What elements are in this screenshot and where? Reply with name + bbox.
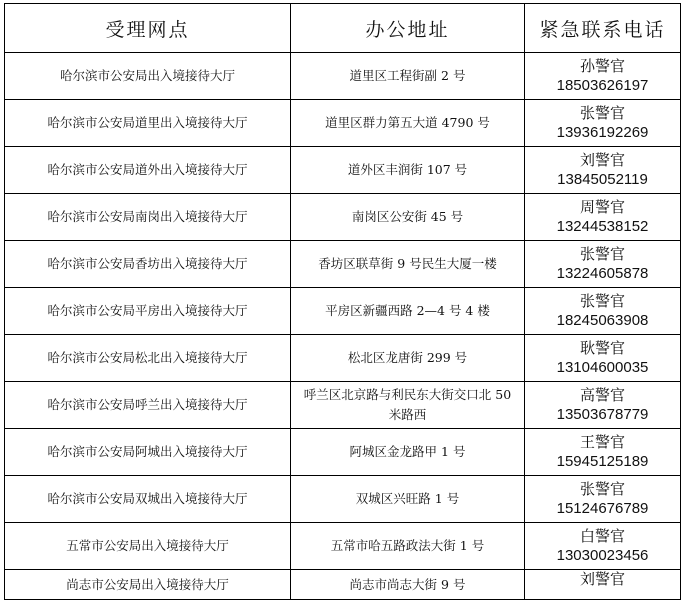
phone-number: 13030023456	[556, 547, 649, 564]
table-row	[5, 288, 681, 335]
address-cell: 松北区龙唐街 299 号	[291, 335, 525, 382]
phone-number: 13503678779	[556, 406, 649, 423]
contact-cell	[525, 147, 681, 194]
officer-name: 白警官	[579, 527, 625, 545]
phone-number: 15124676789	[556, 500, 649, 517]
officer-name: 高警官	[579, 386, 625, 404]
table-row	[5, 429, 681, 476]
table-row	[5, 100, 681, 147]
contact-cell	[525, 476, 681, 523]
officer-name: 张警官	[579, 292, 625, 310]
phone-number: 13104600035	[556, 359, 649, 376]
office-cell: 哈尔滨市公安局阿城出入境接待大厅	[5, 429, 291, 476]
phone-number: 18245063908	[556, 312, 649, 329]
officer-name: 周警官	[579, 198, 625, 216]
table-row	[5, 241, 681, 288]
table-row	[5, 476, 681, 523]
office-cell: 哈尔滨市公安局平房出入境接待大厅	[5, 288, 291, 335]
table-row	[5, 194, 681, 241]
contact-cell	[525, 288, 681, 335]
officer-name: 张警官	[579, 104, 625, 122]
office-cell: 哈尔滨市公安局松北出入境接待大厅	[5, 335, 291, 382]
address-cell: 道里区群力第五大道 4790 号	[291, 100, 525, 147]
contact-cell	[525, 53, 681, 100]
contact-cell	[525, 241, 681, 288]
office-cell: 哈尔滨市公安局道外出入境接待大厅	[5, 147, 291, 194]
officer-name: 耿警官	[579, 339, 625, 357]
office-cell: 尚志市公安局出入境接待大厅	[5, 570, 291, 600]
office-cell: 哈尔滨市公安局南岗出入境接待大厅	[5, 194, 291, 241]
contact-cell	[525, 194, 681, 241]
address-cell: 五常市哈五路政法大街 1 号	[291, 523, 525, 570]
table-row	[5, 147, 681, 194]
contact-cell	[525, 570, 681, 600]
address-cell: 平房区新疆西路 2—4 号 4 楼	[291, 288, 525, 335]
address-cell: 呼兰区北京路与利民东大街交口北 50 米路西	[291, 382, 525, 429]
phone-number: 13845052119	[557, 171, 648, 188]
header-row	[5, 4, 681, 53]
address-cell: 双城区兴旺路 1 号	[291, 476, 525, 523]
table-row	[5, 335, 681, 382]
office-cell: 哈尔滨市公安局出入境接待大厅	[5, 53, 291, 100]
header-phone: 紧急联系电话	[525, 4, 681, 53]
phone-number: 13244538152	[556, 218, 649, 235]
contact-cell	[525, 335, 681, 382]
contact-cell	[525, 382, 681, 429]
office-cell: 五常市公安局出入境接待大厅	[5, 523, 291, 570]
table-row	[5, 382, 681, 429]
header-address: 办公地址	[291, 4, 525, 53]
table-row	[5, 523, 681, 570]
header-office: 受理网点	[5, 4, 291, 53]
officer-name: 刘警官	[579, 151, 625, 169]
officer-name: 王警官	[579, 433, 625, 451]
address-cell: 道里区工程街副 2 号	[291, 53, 525, 100]
address-cell: 阿城区金龙路甲 1 号	[291, 429, 525, 476]
contact-cell	[525, 100, 681, 147]
address-cell: 南岗区公安街 45 号	[291, 194, 525, 241]
phone-number: 18503626197	[556, 77, 649, 94]
officer-name: 张警官	[579, 480, 625, 498]
office-cell: 哈尔滨市公安局双城出入境接待大厅	[5, 476, 291, 523]
address-cell: 道外区丰润街 107 号	[291, 147, 525, 194]
contact-cell	[525, 523, 681, 570]
contact-table	[4, 3, 681, 600]
officer-name: 孙警官	[579, 57, 625, 75]
officer-name: 张警官	[579, 245, 625, 263]
contact-cell	[525, 429, 681, 476]
office-cell: 哈尔滨市公安局呼兰出入境接待大厅	[5, 382, 291, 429]
office-cell: 哈尔滨市公安局香坊出入境接待大厅	[5, 241, 291, 288]
phone-number: 15945125189	[556, 453, 649, 470]
phone-number: 13936192269	[556, 124, 649, 141]
address-cell: 尚志市尚志大街 9 号	[291, 570, 525, 600]
office-cell: 哈尔滨市公安局道里出入境接待大厅	[5, 100, 291, 147]
officer-name: 刘警官	[579, 570, 625, 588]
table-row	[5, 570, 681, 600]
phone-number: 13224605878	[556, 265, 649, 282]
address-cell: 香坊区联草街 9 号民生大厦一楼	[291, 241, 525, 288]
table-row	[5, 53, 681, 100]
